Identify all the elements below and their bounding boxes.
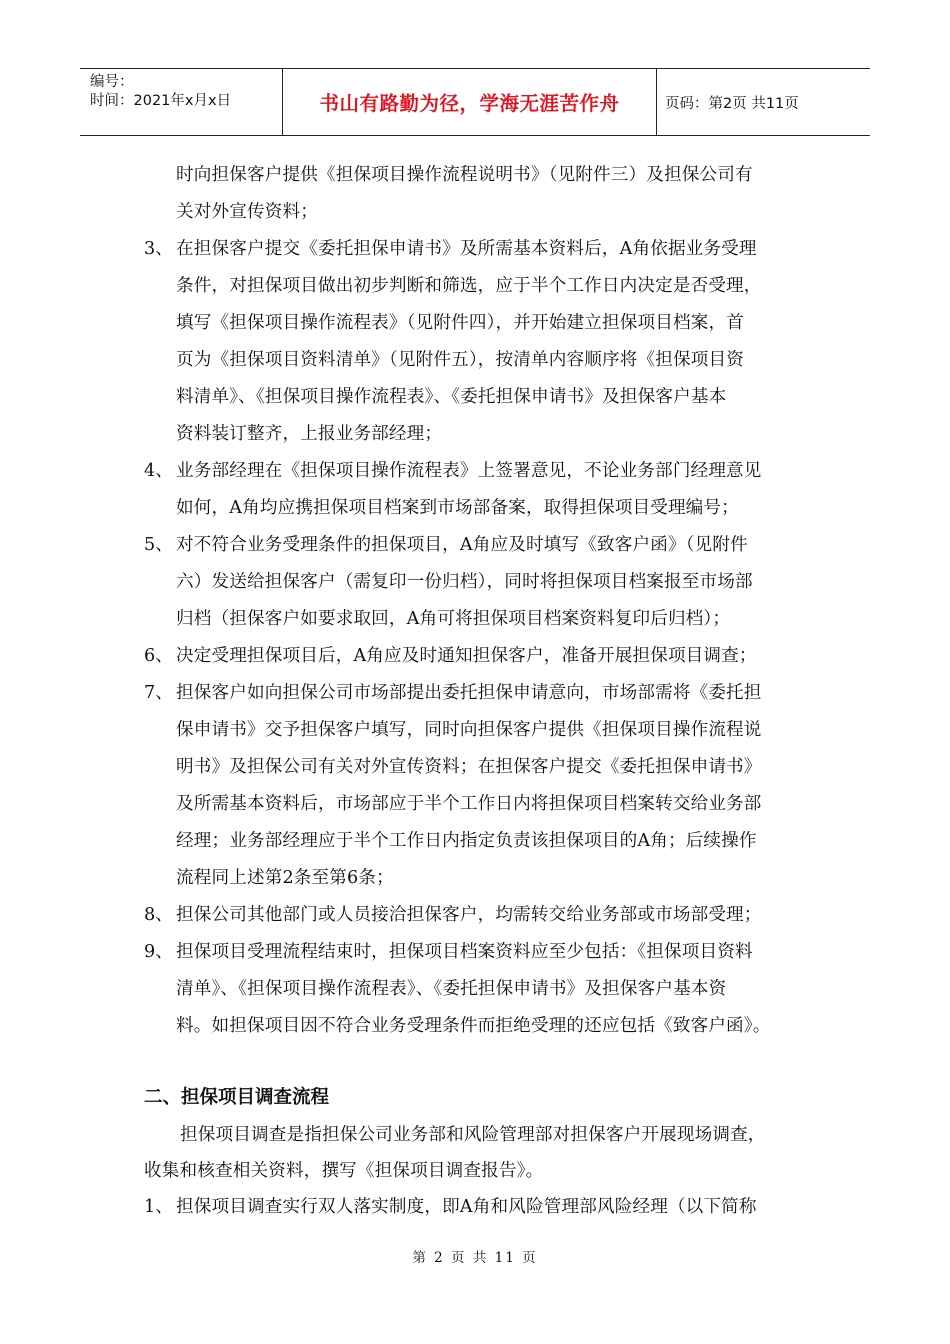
list-item-number: 5、 [144,535,173,555]
page-header [80,68,870,136]
list-item-line: 业务部经理在《担保项目操作流程表》上签署意见，不论业务部门经理意见 [176,461,762,481]
list-item-line: 流程同上述第2条至第6条； [176,868,394,888]
list-item-number: 3、 [144,239,173,259]
serial-label: 编号： [90,74,134,90]
paragraph-line: 担保项目调查是指担保公司业务部和风险管理部对担保客户开展现场调查， [180,1125,766,1145]
list-item-line: 料。如担保项目因不符合业务受理条件而拒绝受理的还应包括《致客户函》。 [176,1016,771,1036]
list-item-line: 对不符合业务受理条件的担保项目，A角应及时填写《致客户函》（见附件 [176,535,748,555]
list-item-line: 担保公司其他部门或人员接洽担保客户，均需转交给业务部或市场部受理； [176,905,762,925]
section-heading: 二、担保项目调查流程 [144,1087,330,1108]
date-line: 时间：2021年x月x日 [90,93,232,109]
list-item-number: 1、 [144,1197,173,1217]
list-item-number: 4、 [144,461,173,481]
list-item-line: 如何，A角均应携担保项目档案到市场部备案，取得担保项目受理编号； [176,498,739,518]
list-item-line: 保申请书》交予担保客户填写，同时向担保客户提供《担保项目操作流程说 [176,720,762,740]
list-item-number: 6、 [144,646,173,666]
header-motto: 书山有路勤为径，学海无涯苦作舟 [283,69,657,135]
text-line: 时向担保客户提供《担保项目操作流程说明书》（见附件三）及担保公司有 [176,165,753,185]
list-item-line: 六）发送给担保客户（需复印一份归档），同时将担保项目档案报至市场部 [176,572,753,592]
list-item-line: 归档（担保客户如要求取回，A角可将担保项目档案资料复印后归档）； [176,609,731,629]
list-item-line: 担保项目受理流程结束时，担保项目档案资料应至少包括：《担保项目资料 [176,942,753,962]
list-item-line: 及所需基本资料后，市场部应于半个工作日内将担保项目档案转交给业务部 [176,794,762,814]
list-item-line: 料清单》、《担保项目操作流程表》、《委托担保申请书》及担保客户基本 [176,387,727,407]
list-item-number: 8、 [144,905,173,925]
list-item-line: 页为《担保项目资料清单》（见附件五），按清单内容顺序将《担保项目资 [176,350,744,370]
list-item-line: 明书》及担保公司有关对外宣传资料；在担保客户提交《委托担保申请书》 [176,757,762,777]
list-item-line: 担保客户如向担保公司市场部提出委托担保申请意向，市场部需将《委托担 [176,683,762,703]
list-item-number: 7、 [144,683,173,703]
list-item-number: 9、 [144,942,173,962]
list-item-line: 经理；业务部经理应于半个工作日内指定负责该担保项目的A角；后续操作 [176,831,757,851]
list-item-line: 决定受理担保项目后，A角应及时通知担保客户，准备开展担保项目调查； [176,646,757,666]
paragraph-line: 收集和核查相关资料，撰写《担保项目调查报告》。 [144,1161,544,1181]
header-page-info: 页码：第2页 共11页 [665,95,799,112]
list-item-line: 条件，对担保项目做出初步判断和筛选，应于半个工作日内决定是否受理， [176,276,762,296]
list-item-line: 资料装订整齐，上报业务部经理； [176,424,443,444]
list-item-line: 担保项目调查实行双人落实制度，即A角和风险管理部风险经理（以下简称 [176,1197,757,1217]
page-footer: 第 2 页 共 11 页 [412,1250,538,1266]
text-line: 关对外宣传资料； [176,202,318,222]
list-item-line: 在担保客户提交《委托担保申请书》及所需基本资料后，A角依据业务受理 [176,239,757,259]
header-info [80,69,283,135]
list-item-line: 清单》、《担保项目操作流程表》、《委托担保申请书》及担保客户基本资 [176,979,727,999]
list-item-line: 填写《担保项目操作流程表》（见附件四），并开始建立担保项目档案，首 [176,313,744,333]
